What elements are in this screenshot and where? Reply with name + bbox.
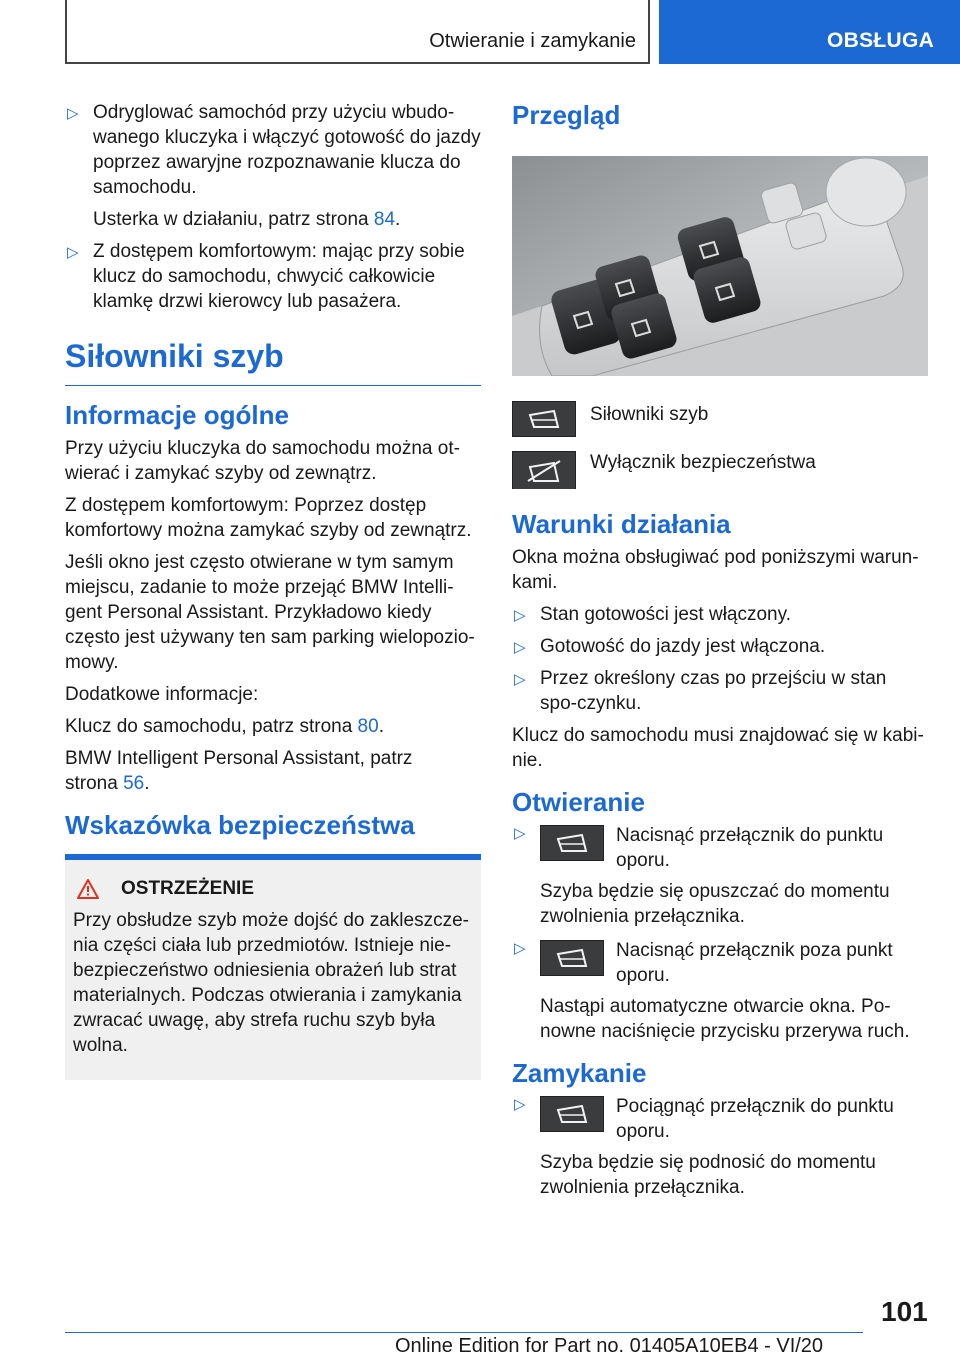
subsection-heading: Przegląd	[512, 100, 621, 130]
window-switch-icon	[540, 1096, 604, 1132]
warning-text: Przy obsłudze szyb może dojść do zakleszcze-nia części ciała lub przedmiotów. Istnieje nie-bezpieczeństwo odniesienia obrażeń lub strat materialnych. Podczas otwierania i zamykania zwracać uwagę, aby strefa ruchu szyb była wolna.	[73, 910, 469, 1056]
warning-box	[65, 860, 481, 1080]
list-item	[512, 1094, 928, 1144]
bullet-triangle-icon: ▷	[67, 105, 79, 122]
list-item	[65, 239, 481, 314]
ref-text: Klucz do samochodu, patrz strona	[65, 716, 353, 737]
cross-reference: BMW Intelligent Personal Assistant, patrz strona 56.	[65, 748, 413, 794]
paragraph: Okna można obsługiwać pod poniższymi warun-kami.	[512, 547, 919, 593]
list-item	[512, 823, 928, 873]
subsection-heading: Wskazówka bezpieczeństwa	[65, 810, 481, 860]
bullet-text: Pociągnąć przełącznik do punktu oporu.	[616, 1096, 894, 1142]
list-item	[512, 634, 928, 659]
paragraph: Z dostępem komfortowym: Poprzez dostęp komfortowy można zamykać szyby od zewnątrz.	[65, 495, 472, 541]
result-text: Szyba będzie się opuszczać do momentu zwolnienia przełącznika.	[540, 881, 890, 927]
bullet-text: Gotowość do jazdy jest włączona.	[540, 636, 826, 657]
list-item	[65, 100, 481, 200]
page-number: 101	[881, 1296, 928, 1327]
window-switch-icon	[512, 401, 576, 437]
paragraph: Jeśli okno jest często otwierane w tym samym miejscu, zadanie to może przejąć BMW Intelli-gent Personal Assistant. Przykładowo kiedy często jest używany ten sam parking wielopozio-mowy.	[65, 552, 475, 673]
bullet-triangle-icon: ▷	[514, 671, 526, 688]
page-link-84[interactable]: 84	[373, 209, 396, 230]
header-section-tab	[659, 0, 960, 64]
warning-header	[73, 878, 473, 900]
bullet-text: Przez określony czas po przejściu w stan spo-czynku.	[540, 668, 887, 714]
subsection-heading: Zamykanie	[512, 1058, 647, 1088]
bullet-text: Nacisnąć przełącznik poza punkt oporu.	[616, 940, 893, 986]
bullet-text: Odryglować samochód przy użyciu wbudo-wanego kluczyka i włączyć gotowość do jazdy poprzez awaryjne rozpoznawanie klucza do samochodu.	[93, 102, 481, 198]
paragraph: Dodatkowe informacje:	[65, 684, 259, 705]
header-chapter-box	[65, 0, 650, 64]
result-text: Nastąpi automatyczne otwarcie okna. Po-nowne naciśnięcie przycisku przerywa ruch.	[540, 996, 910, 1042]
list-item	[512, 602, 928, 627]
warning-triangle-icon	[77, 879, 99, 899]
bullet-triangle-icon: ▷	[514, 940, 526, 957]
legend-item	[512, 449, 928, 489]
right-column	[512, 100, 928, 1209]
result-text: Szyba będzie się podnosić do momentu zwolnienia przełącznika.	[540, 1152, 876, 1198]
paragraph: Klucz do samochodu musi znajdować się w kabi-nie.	[512, 725, 924, 771]
cross-reference: Klucz do samochodu, patrz strona 80.	[65, 716, 384, 737]
bullet-triangle-icon: ▷	[514, 1096, 526, 1113]
legend-item	[512, 401, 928, 437]
footer-edition: Online Edition for Part no. 01405A10EB4 - VI/20	[395, 1335, 824, 1357]
bullet-text: Nacisnąć przełącznik do punktu oporu.	[616, 825, 884, 871]
page-link-80[interactable]: 80	[357, 716, 379, 737]
chapter-title: Otwieranie i zamykanie	[429, 30, 636, 52]
section-heading: Siłowniki szyb	[65, 338, 481, 386]
page-link-56[interactable]: 56	[123, 773, 145, 794]
subsection-heading: Otwieranie	[512, 787, 645, 817]
subsection-heading: Warunki działania	[512, 509, 731, 539]
warning-title: OSTRZEŻENIE	[121, 878, 255, 899]
fault-ref-line: Usterka w działaniu, patrz strona 84.	[93, 209, 401, 230]
ref-text: BMW Intelligent Personal Assistant, patrz strona	[65, 748, 413, 794]
bullet-text: Stan gotowości jest włączony.	[540, 604, 791, 625]
footer-divider	[65, 1332, 863, 1333]
paragraph: Przy użyciu kluczyka do samochodu można ot-wierać i zamykać szyby od zewnątrz.	[65, 438, 460, 484]
bullet-triangle-icon: ▷	[514, 825, 526, 842]
left-column	[65, 100, 481, 1080]
list-item	[512, 938, 928, 988]
bullet-triangle-icon: ▷	[67, 244, 79, 261]
legend-label: Wyłącznik bezpieczeństwa	[590, 452, 816, 473]
safety-switch-icon	[512, 449, 576, 489]
window-switch-icon	[540, 825, 604, 861]
section-title: OBSŁUGA	[827, 29, 935, 52]
subsection-heading: Informacje ogólne	[65, 400, 289, 430]
window-switches-photo	[512, 156, 928, 376]
bullet-triangle-icon: ▷	[514, 607, 526, 624]
fault-ref-text: Usterka w działaniu, patrz strona	[93, 209, 369, 230]
window-switch-icon	[540, 940, 604, 976]
bullet-text: Z dostępem komfortowym: mając przy sobie klucz do samochodu, chwycić całkowicie klamkę drzwi kierowcy lub pasażera.	[93, 241, 465, 312]
legend-label: Siłowniki szyb	[590, 404, 709, 425]
bullet-triangle-icon: ▷	[514, 639, 526, 656]
list-item	[512, 666, 928, 716]
